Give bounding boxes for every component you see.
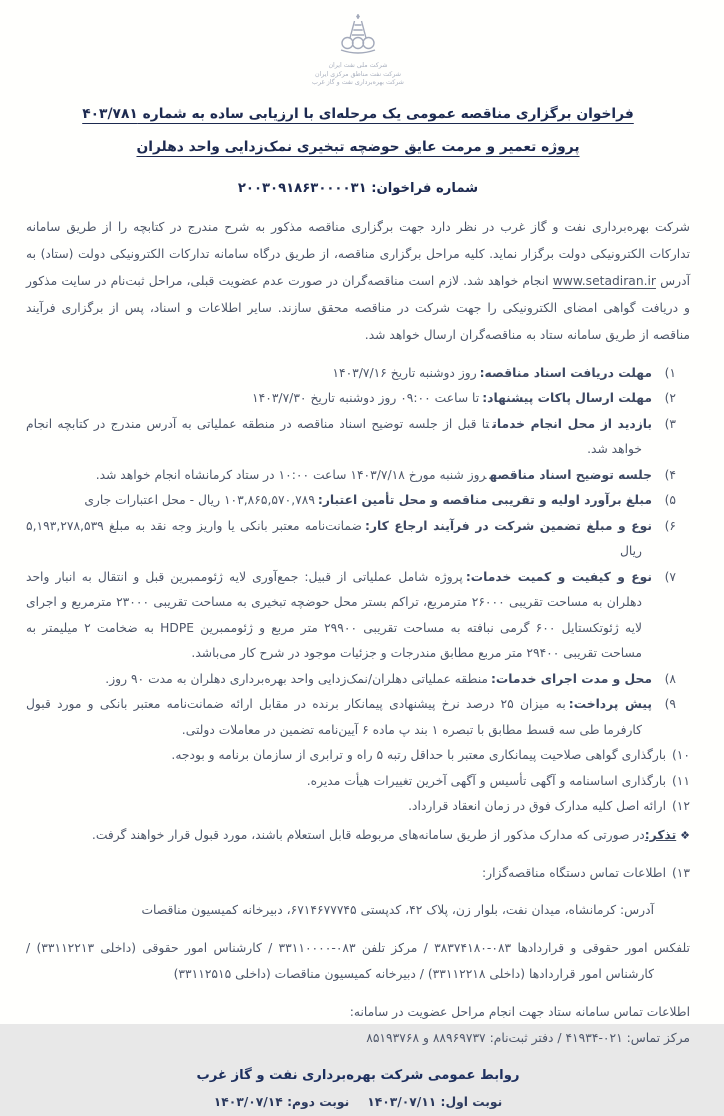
org-line-2: شرکت نفت مناطق مرکزی ایران <box>314 70 402 78</box>
item-text: بارگذاری گواهی صلاحیت پیمانکاری معتبر با حداقل رتبه ۵ راه و ترابری از سازمان برنامه و بودجه. <box>171 748 666 763</box>
list-item-8 <box>26 667 676 693</box>
item-label: پیش پرداخت: <box>568 697 652 712</box>
org-line-3: شرکت بهره‌برداری نفت و گاز غرب <box>312 79 404 86</box>
item-text: به میزان ۲۵ درصد نرخ پیشنهادی پیمانکار برنده در مقابل ارائه ضمانت‌نامه معتبر بانکی و مورد قبول کارفرما طی سه قسط مطابق با تبصره ۱ بند پ ماده ۶ آیین‌نامه تضمین در معاملات دولتی. <box>26 697 642 737</box>
item-number: ۹) <box>664 697 676 712</box>
list-item-5 <box>26 488 676 514</box>
item-text: ۱۰۳,۸۶۵,۵۷۰,۷۸۹ ریال - محل اعتبارات جاری <box>84 493 315 508</box>
setad-contact-line: مرکز تماس: ۰۲۱-۴۱۹۳۴ / دفتر ثبت‌نام: ۸۸۹۶۹۷۳۷ و ۸۵۱۹۳۷۶۸ <box>366 1031 690 1046</box>
intro-paragraph <box>26 214 690 349</box>
item-number: ۴) <box>664 467 676 482</box>
item-text: تا قبل از جلسه توضیح اسناد مناقصه در منطقه عملیاتی به آدرس مندرج در کتابچه انجام خواهد شد. <box>26 416 642 457</box>
item-number: ۵) <box>664 493 676 508</box>
intro-before-link: شرکت بهره‌برداری نفت و گاز غرب در نظر دارد جهت برگزاری مناقصه مذکور به شرح مندرج در کتابچه را از طریق سامانه تدارکات الکترونیکی دولت برگزار نماید. کلیه مراحل برگزاری مناقصه، از طریق درگاه سامانه تدارکات الکترونیکی دولت (ستاد) به آدرس <box>26 219 690 288</box>
item-number: ۷) <box>664 569 676 584</box>
item-text: پروژه شامل عملیاتی از قبیل: جمع‌آوری لایه ژئوممبرین قبل و انتقال به انبار واحد دهلران به مساحت تقریبی ۲۶۰۰۰ مترمربع، تراکم بستر محل حوضچه تبخیری به مساحت تقریبی ۲۳۰۰۰ مترمربع و اجرای لایه ژئوتکستایل ۶۰۰ گرمی نبافته به مساحت تقریبی ۲۹۹۰۰ متر مربع و ژئوممبرین HDPE به ضخامت ۲ میلیمتر به مساحت تقریبی ۲۹۴۰۰ متر مربع مطابق مندرجات و جزئیات موجود در شرح کار می‌باشد. <box>26 569 643 661</box>
item-text: ضمانت‌نامه معتبر بانکی یا واریز وجه نقد به مبلغ ۵,۱۹۳,۲۷۸,۵۳۹ ریال <box>26 518 642 559</box>
item-text: روز دوشنبه تاریخ ۱۴۰۳/۷/۱۶ <box>332 365 477 380</box>
footer <box>26 1063 690 1116</box>
list-item-12 <box>26 794 690 820</box>
note-label: تذکر: <box>644 827 677 842</box>
list-item-7 <box>26 565 676 667</box>
list-item-1 <box>26 361 676 387</box>
item-label: بازدید از محل انجام خدمات <box>492 416 653 431</box>
list-item-10 <box>26 743 690 769</box>
list-item-6 <box>26 514 676 565</box>
title-line-1: فراخوان برگزاری مناقصه عمومی یک مرحله‌ای با ارزیابی ساده به شماره ۴۰۳/۷۸۱ <box>82 105 634 122</box>
footer-publisher: روابط عمومی شرکت بهره‌برداری نفت و گاز غرب <box>196 1068 520 1084</box>
item-number: ۱) <box>664 365 676 380</box>
item-label: جلسه توضیح اسناد مناقصه <box>489 467 652 482</box>
item-label: نوع و مبلغ تضمین شرکت در فرآیند ارجاع کار: <box>364 518 652 533</box>
letterhead <box>26 12 690 88</box>
note-diamond-icon: ❖ <box>680 828 690 842</box>
item-number: ۲) <box>664 391 676 406</box>
contact-phones: تلفکس امور حقوقی و قراردادها ۰۸۳-۳۸۳۷۴۱۸۰ / مرکز تلفن ۰۸۳-۳۳۱۱۰۰۰۰ / کارشناس امور حقوقی (داخلی ۳۳۱۱۲۲۱۳) / کارشناس امور قراردادها (داخلی ۳۳۱۱۲۲۱۸) / دبیرخانه کمیسیون مناقصات (داخلی ۳۳۱۱۲۵۱۵) <box>26 941 690 981</box>
item-text: تا ساعت ۰۹:۰۰ روز دوشنبه تاریخ ۱۴۰۳/۷/۳۰ <box>252 391 480 406</box>
item-label: مبلغ برآورد اولیه و تقریبی مناقصه و محل تأمین اعتبار: <box>317 493 652 508</box>
item-label: مهلت ارسال پاکات پیشنهاد: <box>482 391 652 406</box>
title-line-2: پروژه تعمیر و مرمت عایق حوضچه تبخیری نمک‌زدایی واحد دهلران <box>136 138 580 155</box>
contact-heading: اطلاعات تماس دستگاه مناقصه‌گزار: <box>481 865 666 880</box>
item-text: روز شنبه مورخ ۱۴۰۳/۷/۱۸ ساعت ۱۰:۰۰ در ستاد کرمانشاه انجام خواهد شد. <box>95 467 487 482</box>
setad-contact-block <box>26 999 690 1051</box>
item-number: ۱۳) <box>671 865 690 880</box>
list-item-3 <box>26 412 676 463</box>
item-number: ۱۱) <box>671 773 690 788</box>
tender-conditions-list <box>26 361 690 820</box>
setad-heading: اطلاعات تماس سامانه ستاد جهت انجام مراحل عضویت در سامانه: <box>349 1005 690 1020</box>
item-number: ۳) <box>664 416 677 431</box>
item-text: ارائه اصل کلیه مدارک فوق در زمان انعقاد قرارداد. <box>408 799 666 814</box>
item-label: مهلت دریافت اسناد مناقصه: <box>479 365 652 380</box>
footer-dates <box>26 1089 690 1116</box>
setadiran-link[interactable]: www.setadiran.ir <box>552 273 656 288</box>
intro-after-link: انجام خواهد شد. لازم است مناقصه‌گران در صورت عدم عضویت قبلی، مراحل ثبت‌نام در سایت مذکور و دریافت گواهی امضای الکترونیکی را جهت شرکت در مناقصه محقق سازند. سایر اطلاعات و اسناد، پس از برگزاری فرآیند مناقصه از طریق سامانه ستاد به مناقصه‌گران ارسال خواهد شد. <box>26 273 690 342</box>
publication-date-first: نوبت اول: ۱۴۰۳/۰۷/۱۱ <box>367 1095 503 1110</box>
contact-heading-item <box>26 861 690 887</box>
item-number: ۸) <box>664 671 676 686</box>
nioc-emblem-icon <box>337 12 379 61</box>
org-lines <box>26 62 690 88</box>
item-label: محل و مدت اجرای خدمات: <box>491 671 652 686</box>
note-text: در صورتی که مدارک مذکور از طریق سامانه‌های مربوطه قابل استعلام باشند، مورد قبول قرار خواهند گرفت. <box>91 827 645 842</box>
list-item-2 <box>26 386 676 412</box>
list-item-9 <box>26 692 676 743</box>
titles <box>26 98 690 202</box>
item-label: نوع و کیفیت و کمیت خدمات: <box>465 569 652 584</box>
item-number: ۱۲) <box>671 799 690 814</box>
item-number: ۱۰) <box>671 748 690 763</box>
item-number: ۶) <box>664 518 676 533</box>
item-text: منطقه عملیاتی دهلران/نمک‌زدایی واحد بهره‌برداری دهلران به مدت ۹۰ روز. <box>105 671 489 686</box>
list-item-4 <box>26 463 676 489</box>
contact-address: آدرس: کرمانشاه، میدان نفت، بلوار زن، پلاک ۴۲، کدپستی ۶۷۱۴۶۷۷۷۴۵، دبیرخانه کمیسیون مناقصات <box>141 903 654 918</box>
publication-date-second: نوبت دوم: ۱۴۰۳/۰۷/۱۴ <box>213 1095 350 1110</box>
item-text: بارگذاری اساسنامه و آگهی تأسیس و آگهی آخرین تغییرات هیأت مدیره. <box>306 773 666 788</box>
call-number-line: شماره فراخوان: ۲۰۰۳۰۹۱۸۶۳۰۰۰۰۳۱ <box>237 180 479 196</box>
note-line <box>26 823 690 849</box>
org-line-1: شرکت ملی نفت ایران <box>328 62 388 69</box>
list-item-11 <box>26 769 690 795</box>
